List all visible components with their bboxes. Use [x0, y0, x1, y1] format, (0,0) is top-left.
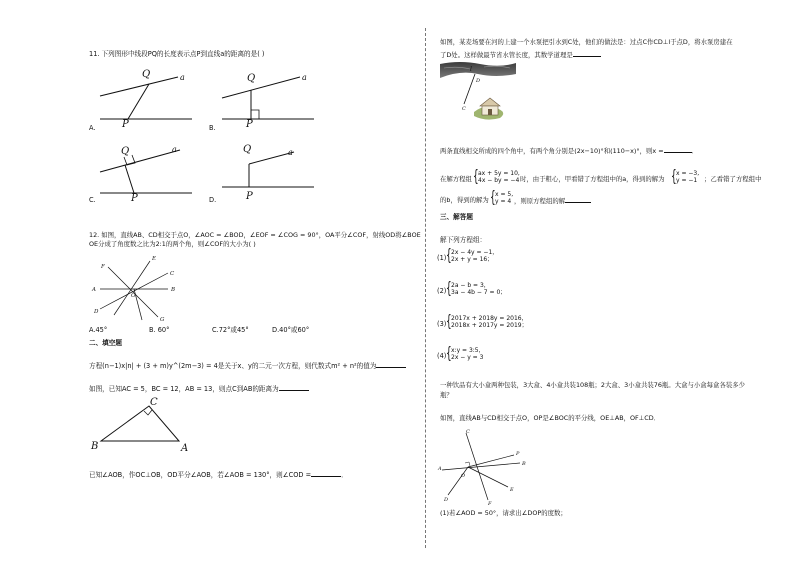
fill6-solution1-eq1: x = −3,: [676, 170, 700, 177]
q11-option-c: C.: [89, 196, 96, 204]
system3-brace: {: [446, 311, 452, 330]
fill1-text: 方程(n−1)x|n| + (3 + m)y^(2m−3) = 4是关于x、y的二元一次方程，则代数式m² + n²的值为: [89, 361, 406, 370]
q11-stem: 11. 下列图形中线段PQ的长度表示点P到直线a的距离的是( ): [89, 50, 265, 58]
system2-eq2: 3a − 4b − 7 = 0；: [451, 289, 507, 296]
q12-label-b: B: [171, 287, 176, 293]
fill4-line2: 了D处。这样做最节省水管长度，其数学道理是: [440, 50, 601, 59]
q12-stem-line2: OE分成了角度数之比为2:1的两个角，则∠COF的大小为( ): [89, 240, 256, 248]
triangle-label-b: B: [91, 441, 99, 452]
q11-figure-d: [222, 142, 322, 204]
river-label-c: C: [462, 106, 466, 112]
system2-eq1: 2a − b = 3，: [451, 282, 490, 289]
word-problem-line2: 瓶？: [440, 391, 453, 399]
q11-option-a: A.: [89, 124, 96, 132]
system1-brace: {: [446, 245, 452, 264]
geo-stem: 如图，直线AB与CD相交于点O，OP是∠BOC的平分线，OE⊥AB，OF⊥CD．: [440, 414, 661, 422]
column-divider: [425, 28, 426, 548]
river-label-l: l: [470, 66, 472, 73]
q12-option-d: D.40°或60°: [272, 326, 310, 334]
system2-brace: {: [446, 278, 452, 297]
q12-option-c: C.72°或45°: [212, 326, 249, 334]
fill3-text: 已知∠AOB，作OC⊥OB，OD平分∠AOB，若∠AOB = 130°，则∠COD = ．: [89, 471, 348, 479]
q11-a-label-p: P: [122, 119, 129, 130]
geo-label-p: P: [516, 451, 520, 457]
q11-a-label-line: a: [180, 73, 185, 82]
section-fill-blank-heading: 二、填空题: [89, 339, 122, 347]
geo-label-f: F: [488, 501, 492, 507]
section-answer-heading: 三、解答题: [440, 213, 473, 221]
fill5-text: 两条直线相交所成的四个角中，有两个角分别是(2x−10)°和(110−x)°，则x = ．: [440, 147, 698, 155]
system2-number: (2): [437, 287, 447, 295]
q12-label-c: C: [170, 271, 175, 277]
geo-label-d: D: [444, 497, 449, 503]
geo-label-b: B: [522, 461, 526, 467]
system4-eq2: 2x − y = 3: [451, 354, 484, 361]
q12-option-a: A.45°: [89, 326, 108, 334]
river-pump-figure: [440, 60, 516, 122]
q12-label-f: F: [101, 264, 105, 270]
q11-c-label-p: P: [131, 193, 138, 204]
q11-option-b: B.: [209, 124, 216, 132]
geo-label-o: O: [461, 473, 466, 479]
q11-c-label-line: a: [172, 145, 177, 154]
q12-label-d: D: [94, 309, 99, 315]
triangle-label-a: A: [181, 443, 189, 454]
q12-label-a: A: [92, 287, 96, 293]
geo-label-e: E: [510, 487, 514, 493]
fill6-line2-pre: 的b，得到的解为: [440, 196, 489, 204]
q12-figure: [92, 253, 182, 323]
fill6-pre: 在解方程组: [440, 175, 472, 183]
q11-b-label-p: P: [246, 119, 253, 130]
q11-a-label-q: Q: [142, 69, 151, 80]
fill6-line2-post: ，则原方程组的解: [514, 196, 591, 205]
geo-question-1: (1)若∠AOD = 50°，请求出∠DOP的度数；: [440, 509, 567, 517]
fill6-mid: 时，由于粗心，甲看错了方程组中的a，得到的解为: [520, 175, 665, 183]
q11-d-label-q: Q: [243, 144, 252, 155]
system3-eq2: 2018x + 2017y = 2019；: [451, 322, 528, 329]
geo-label-c: C: [466, 429, 470, 435]
geo-figure: [438, 425, 528, 505]
river-label-d: D: [476, 78, 481, 84]
q12-label-e: E: [152, 256, 157, 262]
system1-number: (1): [437, 254, 447, 262]
system4-brace: {: [446, 343, 452, 362]
q11-figure-a: [100, 64, 200, 130]
q12-option-b: B. 60°: [149, 326, 170, 334]
geo-label-a: A: [438, 466, 442, 472]
triangle-figure: [89, 395, 199, 455]
solve-intro: 解下列方程组：: [440, 236, 487, 244]
fill6-solution1-eq2: y = −1: [676, 177, 698, 184]
fill6-system-eq1: ax + 5y = 10,: [478, 170, 520, 177]
fill4-line1: 如图，某麦场要在河的上建一个水泵把引水到C处，他们的做法是：过点C作CD⊥l于点D，将水泵房建在: [440, 38, 733, 46]
fill2-text: 如图，已知AC = 5，BC = 12，AB = 13，则点C到AB的距离为: [89, 384, 309, 393]
word-problem-line1: 一种饮品有大小盒两种包装，3大盒、4小盒共装108瓶；2大盒、3小盒共装76瓶。大盒与小盒每盒各装多少: [440, 381, 745, 389]
fill6-solution2-brace: {: [490, 187, 496, 206]
q12-stem-line1: 12. 如图，直线AB、CD相交于点O，∠AOC = ∠BOD，∠EOF = ∠COG = 90°，OA平分∠COF，射线OD将∠BOE: [89, 231, 421, 239]
q12-label-g: G: [160, 317, 165, 323]
q11-d-label-p: P: [246, 191, 253, 202]
fill6-solution1-brace: {: [671, 166, 677, 185]
fill6-solution2-eq1: x = 5,: [495, 191, 514, 198]
system3-eq1: 2017x + 2018y = 2016，: [451, 315, 528, 322]
fill6-mid2: ；乙看错了方程组中: [704, 175, 762, 183]
system4-number: (4): [437, 352, 447, 360]
q11-figure-c: [100, 142, 200, 204]
system4-eq1: x:y = 3:5，: [451, 347, 485, 354]
system1-eq2: 2x + y = 16；: [451, 256, 494, 263]
q11-option-d: D.: [209, 196, 217, 204]
q11-b-label-q: Q: [247, 73, 256, 84]
triangle-label-c: C: [150, 397, 158, 408]
fill6-system-eq2: 4x − by = −4: [478, 177, 520, 184]
q11-c-label-q: Q: [121, 146, 130, 157]
system1-eq1: 2x − 4y = −1，: [451, 249, 499, 256]
q11-b-label-line: a: [302, 73, 307, 82]
fill6-solution2-eq2: y = 4: [495, 198, 512, 205]
q11-figure-b: [222, 64, 322, 130]
q11-d-label-line: a: [288, 148, 293, 157]
system3-number: (3): [437, 320, 447, 328]
q12-label-o: O: [131, 293, 136, 299]
fill6-system-brace: {: [473, 166, 479, 185]
